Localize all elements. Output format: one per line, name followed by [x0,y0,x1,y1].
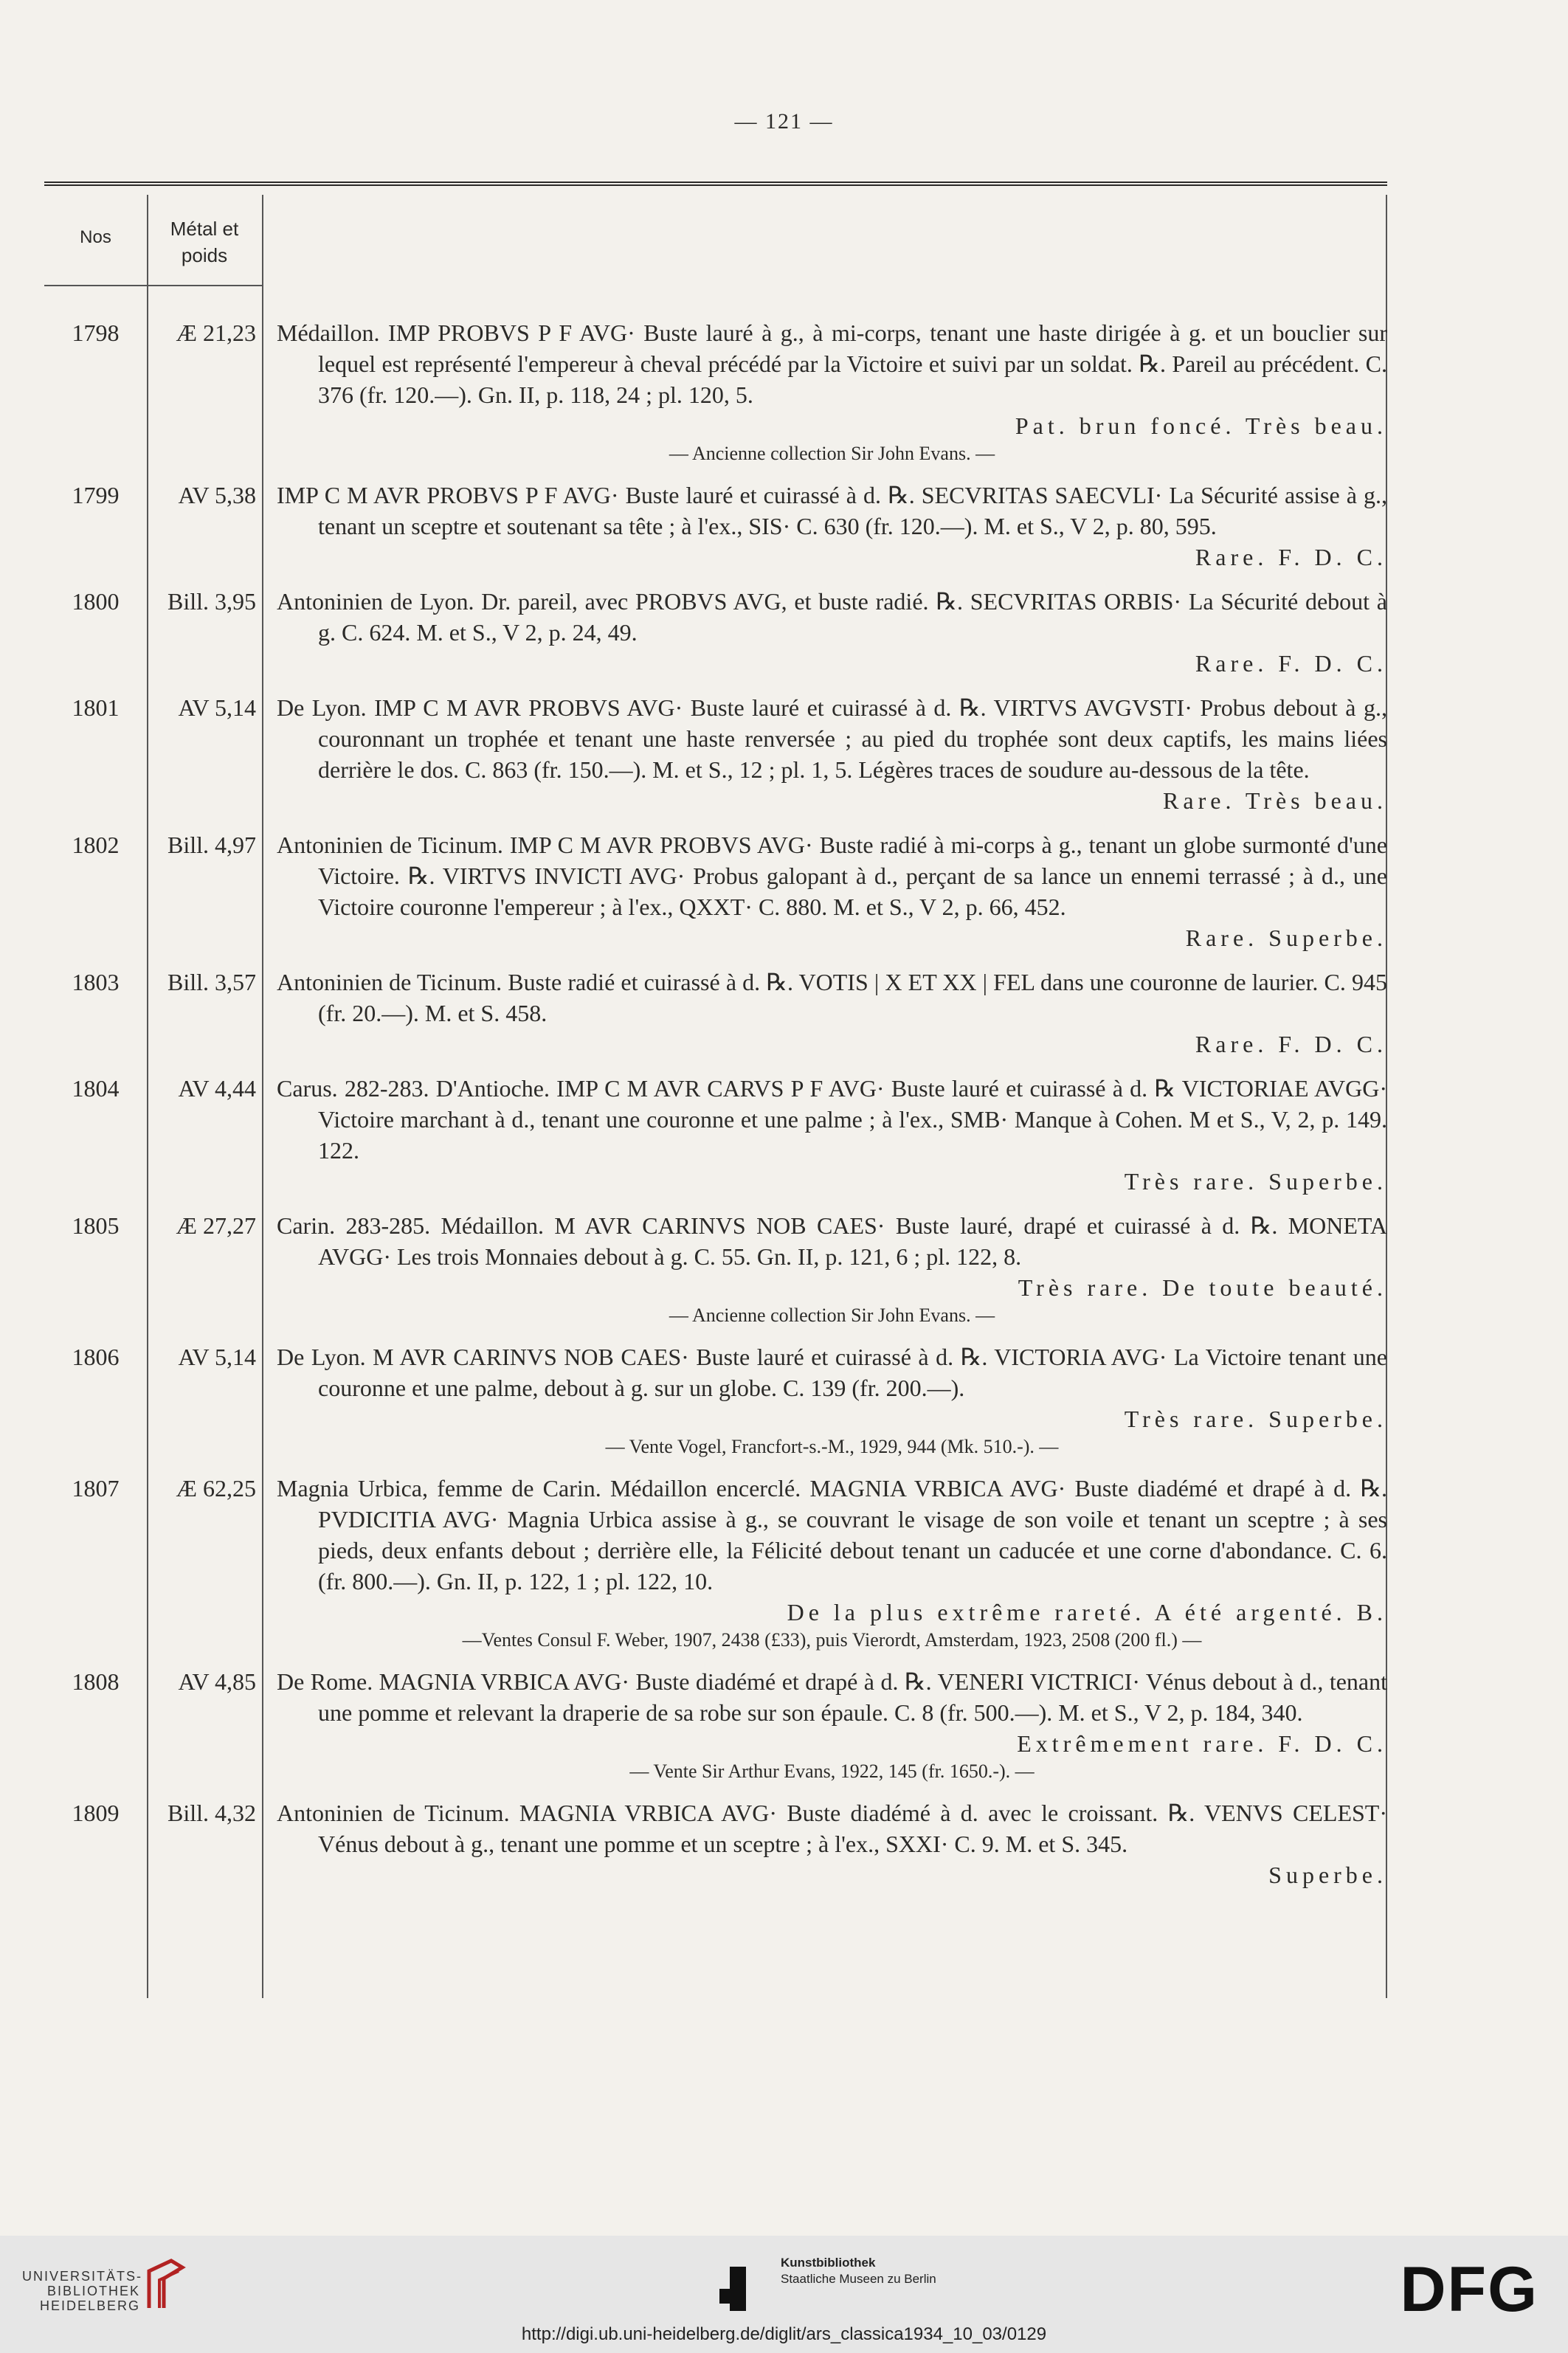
entry-number: 1807 [72,1475,120,1502]
entry-description-text: Carin. 283-285. Médaillon. M AVR CARINVS NOB CAES· Buste lauré, drapé et cuirassé à d. ℞. MONETA AVGG· Les trois Monnaies debout à g. C. 55. Gn. II, p. 121, 6 ; pl. 122, 8. [277,1212,1387,1270]
entry-description [277,1666,1387,1784]
entry-provenance-note: —Ventes Consul F. Weber, 1907, 2438 (£33), puis Vierordt, Amsterdam, 1923, 2508 (200 fl.) — [462,1629,1202,1651]
catalog-entry [44,1666,1387,1784]
header-metal [147,215,262,269]
entry-number: 1803 [72,969,120,995]
header-rule [44,285,262,286]
catalog-entry [44,1797,1387,1890]
header-nos: Nos [80,227,111,247]
entry-description-text: De Rome. MAGNIA VRBICA AVG· Buste diadémé et drapé à d. ℞. VENERI VICTRICI· Vénus debout à d., tenant une pomme et relevant la draperie de sa robe sur son épaule. C. 8 (fr. 500.—). M. et S., V 2, p. 184, 340. [277,1668,1387,1726]
entry-number: 1809 [72,1800,120,1826]
entry-metal-weight: Æ 27,27 [176,1212,256,1239]
uni-line3: HEIDELBERG [39,2298,140,2313]
entry-description-text: Carus. 282-283. D'Antioche. IMP C M AVR CARVS P F AVG· Buste lauré et cuirassé à d. ℞ VICTORIAE AVGG· Victoire marchant à d., tenant une couronne et une palme ; à l'ex., SMB· Manque à Cohen. M et S., V, 2, p. 149. 122. [277,1075,1387,1164]
entry-provenance-note: — Vente Vogel, Francfort-s.-M., 1929, 944 (Mk. 510.-). — [605,1436,1059,1457]
entry-rarity: Superbe. [1268,1862,1387,1888]
entry-number: 1798 [72,319,120,346]
entry-number: 1804 [72,1075,120,1102]
entry-metal-weight: AV 4,85 [178,1668,256,1695]
entry-provenance-note: — Vente Sir Arthur Evans, 1922, 145 (fr. 1650.-). — [629,1761,1035,1782]
catalog-entry [44,1210,1387,1328]
entry-rarity: Rare. Superbe. [1185,925,1387,951]
source-url[interactable]: http://digi.ub.uni-heidelberg.de/diglit/ars_classica1934_10_03/0129 [521,2324,1047,2344]
entry-metal-weight: AV 5,38 [178,482,256,508]
entry-description-text: Antoninien de Ticinum. MAGNIA VRBICA AVG· Buste diadémé à d. avec le croissant. ℞. VENVS CELEST· Vénus debout à g., tenant une pomme et un sceptre ; à l'ex., SXXI· C. 9. M. et S. 345. [277,1800,1387,1857]
entry-provenance-note: — Ancienne collection Sir John Evans. — [669,443,995,464]
entry-metal-weight: AV 4,44 [178,1075,256,1102]
entry-rarity: Très rare. Superbe. [1124,1168,1387,1195]
entry-description [277,1473,1387,1653]
entry-metal-weight: Bill. 4,97 [167,832,256,858]
entry-metal-weight: Æ 21,23 [176,319,256,346]
entry-rarity: Rare. Très beau. [1163,787,1387,814]
entry-description [277,586,1387,679]
entry-number: 1799 [72,482,120,508]
entry-description-text: De Lyon. IMP C M AVR PROBVS AVG· Buste lauré et cuirassé à d. ℞. VIRTVS AVGVSTI· Probus debout à g., couronnant un trophée et tenant une haste renversée ; au pied du trophée sont deux captifs, les mains liées derrière le dos. C. 863 (fr. 150.—). M. et S., 12 ; pl. 1, 5. Légères traces de soudure au-dessous de la tête. [277,694,1387,783]
entry-description-text: De Lyon. M AVR CARINVS NOB CAES· Buste lauré et cuirassé à d. ℞. VICTORIA AVG· La Victoire tenant une couronne et une palme, debout à g. sur un globe. C. 139 (fr. 200.—). [277,1344,1387,1401]
entry-provenance-note: — Ancienne collection Sir John Evans. — [669,1305,995,1326]
entry-rarity: Rare. F. D. C. [1195,650,1387,677]
uni-heidelberg-logo [22,2269,143,2313]
entry-number: 1805 [72,1212,120,1239]
catalog-entry [44,1341,1387,1459]
kb-logo-mark [719,2267,746,2311]
entries-list [44,317,1387,1904]
catalog-entry [44,967,1387,1060]
entry-description [277,480,1387,573]
header-metal-line1: Métal et [170,218,239,240]
entry-description [277,1210,1387,1328]
entry-description [277,692,1387,816]
entry-description [277,317,1387,466]
uni-logo-icon [142,2256,193,2315]
entry-description [277,1797,1387,1890]
page-number: — 121 — [734,109,834,134]
catalog-entry [44,1073,1387,1197]
dfg-logo: DFG [1400,2254,1538,2325]
entry-metal-weight: Bill. 3,95 [167,588,256,615]
catalog-entry [44,692,1387,816]
kb-line2: Staatliche Museen zu Berlin [781,2272,936,2286]
entry-description [277,829,1387,953]
catalog-entry [44,829,1387,953]
uni-line2: BIBLIOTHEK [46,2284,140,2298]
entry-description-text: Médaillon. IMP PROBVS P F AVG· Buste lauré à g., à mi-corps, tenant une haste dirigée à g. et un bouclier sur lequel est représenté l'empereur à cheval précédé par la Victoire et suivi par un soldat. ℞. Pareil au précédent. C. 376 (fr. 120.—). Gn. II, p. 118, 24 ; pl. 120, 5. [277,319,1387,408]
entry-description [277,1073,1387,1197]
kunstbibliothek-text [781,2255,936,2287]
entry-description-text: Antoninien de Lyon. Dr. pareil, avec PROBVS AVG, et buste radié. ℞. SECVRITAS ORBIS· La Sécurité debout à g. C. 624. M. et S., V 2, p. 24, 49. [277,588,1387,646]
header-metal-line2: poids [181,244,228,266]
entry-number: 1802 [72,832,120,858]
entry-metal-weight: Æ 62,25 [176,1475,256,1502]
entry-number: 1808 [72,1668,120,1695]
entry-metal-weight: Bill. 4,32 [167,1800,256,1826]
entry-number: 1800 [72,588,120,615]
entry-rarity: Très rare. De toute beauté. [1018,1274,1387,1301]
entry-rarity: Rare. F. D. C. [1195,1031,1387,1057]
entry-description-text: Magnia Urbica, femme de Carin. Médaillon encerclé. MAGNIA VRBICA AVG· Buste diadémé et drapé à d. ℞. PVDICITIA AVG· Magnia Urbica assise à g., se couvrant le visage de son voile et tenant un sceptre ; à ses pieds, deux enfants debout ; derrière elle, la Félicité debout tenant un caducée et une corne d'abondance. C. 6. (fr. 800.—). Gn. II, p. 122, 1 ; pl. 122, 10. [277,1475,1387,1594]
catalog-entry [44,586,1387,679]
entry-number: 1801 [72,694,120,721]
entry-description-text: Antoninien de Ticinum. IMP C M AVR PROBVS AVG· Buste radié à mi-corps à g., tenant un globe surmonté d'une Victoire. ℞. VIRTVS INVICTI AVG· Probus galopant à d., perçant de sa lance un ennemi terrassé ; à d., une Victoire couronne l'empereur ; à l'ex., QXXT· C. 880. M. et S., V 2, p. 66, 452. [277,832,1387,920]
uni-line1: UNIVERSITÄTS- [22,2269,143,2284]
catalog-entry [44,1473,1387,1653]
entry-rarity: Rare. F. D. C. [1195,544,1387,570]
entry-rarity: Pat. brun foncé. Très beau. [1015,412,1387,439]
entry-description-text: IMP C M AVR PROBVS P F AVG· Buste lauré et cuirassé à d. ℞. SECVRITAS SAECVLI· La Sécurité assise à g., tenant un sceptre et soutenant sa tête ; à l'ex., SIS· C. 630 (fr. 120.—). M. et S., V 2, p. 80, 595. [277,482,1387,539]
entry-metal-weight: Bill. 3,57 [167,969,256,995]
entry-number: 1806 [72,1344,120,1370]
entry-rarity: Très rare. Superbe. [1124,1406,1387,1432]
entry-metal-weight: AV 5,14 [178,694,256,721]
catalog-entry [44,317,1387,466]
catalog-entry [44,480,1387,573]
entry-metal-weight: AV 5,14 [178,1344,256,1370]
entry-rarity: Extrêmement rare. F. D. C. [1017,1730,1387,1757]
entry-description [277,1341,1387,1459]
entry-description-text: Antoninien de Ticinum. Buste radié et cuirassé à d. ℞. VOTIS | X ET XX | FEL dans une couronne de laurier. C. 945 (fr. 20.—). M. et S. 458. [277,969,1387,1026]
entry-description [277,967,1387,1060]
kb-line1: Kunstbibliothek [781,2256,876,2270]
entry-rarity: De la plus extrême rareté. A été argenté. B. [787,1599,1387,1625]
